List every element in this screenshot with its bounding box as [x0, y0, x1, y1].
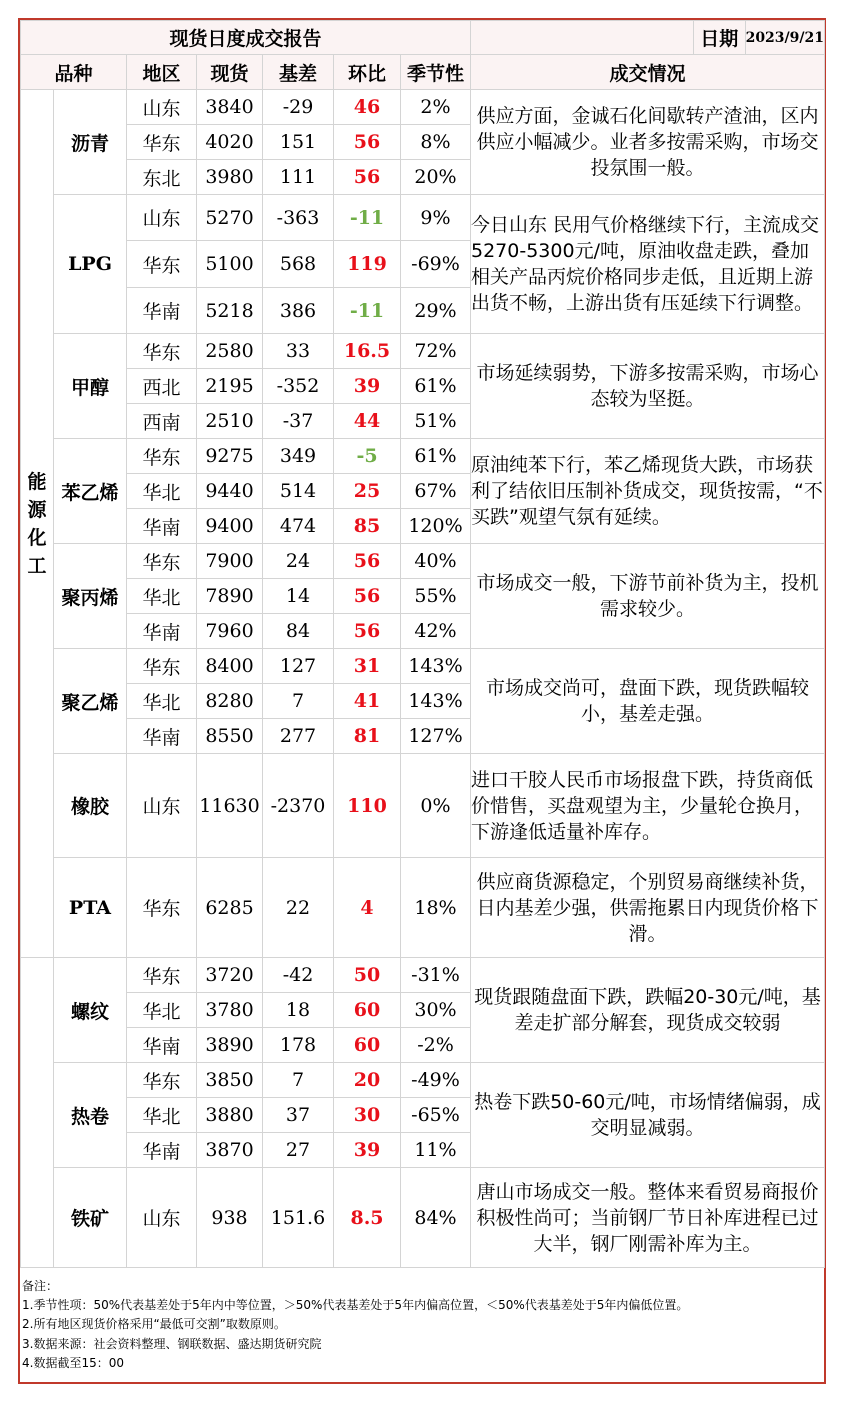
region-cell: 山东 — [127, 90, 197, 125]
change-cell: 110 — [334, 754, 401, 858]
spot-cell: 3850 — [197, 1063, 263, 1098]
basis-cell: 178 — [263, 1028, 334, 1063]
basis-cell: 151.6 — [263, 1168, 334, 1268]
change-cell: 39 — [334, 369, 401, 404]
spot-cell: 3890 — [197, 1028, 263, 1063]
category-cell — [21, 958, 54, 1268]
category-char: 源 — [27, 498, 47, 521]
category-char: 能 — [27, 470, 47, 493]
spot-cell: 2510 — [197, 404, 263, 439]
basis-cell: -42 — [263, 958, 334, 993]
basis-cell: 111 — [263, 160, 334, 195]
table-row — [21, 1063, 825, 1098]
change-cell: 4 — [334, 858, 401, 958]
spot-cell: 6285 — [197, 858, 263, 958]
basis-cell: -2370 — [263, 754, 334, 858]
notes — [22, 1277, 822, 1373]
category-cell — [21, 90, 54, 958]
season-cell: 42% — [401, 614, 471, 649]
basis-cell: 514 — [263, 474, 334, 509]
col-header-spot: 现货 — [197, 55, 263, 90]
product-name: 沥青 — [54, 90, 127, 195]
basis-cell: 27 — [263, 1133, 334, 1168]
col-header-season: 季节性 — [401, 55, 471, 90]
region-cell: 华东 — [127, 544, 197, 579]
change-cell: 46 — [334, 90, 401, 125]
change-cell: 25 — [334, 474, 401, 509]
product-name: 苯乙烯 — [54, 439, 127, 544]
deal-comment: 市场成交一般，下游节前补货为主，投机需求较少。 — [471, 544, 825, 649]
spot-cell: 8400 — [197, 649, 263, 684]
basis-cell: 386 — [263, 288, 334, 334]
spot-cell: 8550 — [197, 719, 263, 754]
basis-cell: -29 — [263, 90, 334, 125]
change-cell: 119 — [334, 241, 401, 288]
change-cell: 60 — [334, 1028, 401, 1063]
region-cell: 华东 — [127, 1063, 197, 1098]
basis-cell: 24 — [263, 544, 334, 579]
product-name: LPG — [54, 195, 127, 334]
report-date: 2023/9/21 — [745, 29, 824, 46]
category-char: 工 — [27, 554, 47, 577]
change-cell: 85 — [334, 509, 401, 544]
deal-comment: 原油纯苯下行，苯乙烯现货大跌，市场获利了结依旧压制补货成交，现货按需，“不买跌”观望气氛有延续。 — [471, 439, 825, 544]
change-cell: 56 — [334, 614, 401, 649]
date-label: 日期 — [694, 21, 746, 54]
spot-cell: 7890 — [197, 579, 263, 614]
deal-comment: 唐山市场成交一般。整体来看贸易商报价积极性尚可；当前钢厂节日补库进程已过大半，钢厂刚需补库为主。 — [471, 1168, 825, 1268]
basis-cell: 568 — [263, 241, 334, 288]
table-row — [21, 1168, 825, 1268]
season-cell: -2% — [401, 1028, 471, 1063]
title-row — [21, 21, 825, 55]
basis-cell: 7 — [263, 684, 334, 719]
col-header-product: 品种 — [21, 55, 127, 90]
region-cell: 华东 — [127, 125, 197, 160]
table-row — [21, 195, 825, 241]
spot-cell: 2580 — [197, 334, 263, 369]
change-cell: 81 — [334, 719, 401, 754]
note-line: 备注： — [22, 1279, 59, 1293]
note-line: 2.所有地区现货价格采用“最低可交割”取数原则。 — [22, 1317, 286, 1332]
deal-comment: 进口干胶人民币市场报盘下跌，持货商低价惜售，买盘观望为主，少量轮仓换月，下游逢低适量补库存。 — [471, 754, 825, 858]
season-cell: 55% — [401, 579, 471, 614]
spot-cell: 5218 — [197, 288, 263, 334]
change-cell: 31 — [334, 649, 401, 684]
note-line: 4.数据截至15：00 — [22, 1355, 124, 1370]
note-line: 1.季节性项：50%代表基差处于5年内中等位置，＞50%代表基差处于5年内偏高位置，＜50%代表基差处于5年内偏低位置。 — [22, 1298, 689, 1313]
product-name: PTA — [54, 858, 127, 958]
change-cell: -11 — [334, 288, 401, 334]
col-header-basis: 基差 — [263, 55, 334, 90]
table-row — [21, 439, 825, 474]
season-cell: 40% — [401, 544, 471, 579]
change-cell: 30 — [334, 1098, 401, 1133]
col-header-change: 环比 — [334, 55, 401, 90]
change-cell: 60 — [334, 993, 401, 1028]
region-cell: 山东 — [127, 195, 197, 241]
basis-cell: 474 — [263, 509, 334, 544]
spot-cell: 4020 — [197, 125, 263, 160]
region-cell: 华南 — [127, 288, 197, 334]
spot-cell: 9400 — [197, 509, 263, 544]
spot-cell: 3840 — [197, 90, 263, 125]
season-cell: 29% — [401, 288, 471, 334]
basis-cell: 22 — [263, 858, 334, 958]
basis-cell: 127 — [263, 649, 334, 684]
season-cell: -69% — [401, 241, 471, 288]
season-cell: 127% — [401, 719, 471, 754]
deal-comment: 市场成交尚可，盘面下跌，现货跌幅较小，基差走强。 — [471, 649, 825, 754]
header-row — [21, 55, 825, 90]
season-cell: 143% — [401, 649, 471, 684]
region-cell: 华东 — [127, 958, 197, 993]
deal-comment: 供应商货源稳定，个别贸易商继续补货，日内基差少强，供需拖累日内现货价格下滑。 — [471, 858, 825, 958]
region-cell: 华北 — [127, 474, 197, 509]
change-cell: 8.5 — [334, 1168, 401, 1268]
region-cell: 山东 — [127, 1168, 197, 1268]
deal-comment: 热卷下跌50-60元/吨，市场情绪偏弱，成交明显减弱。 — [471, 1063, 825, 1168]
spot-cell: 5100 — [197, 241, 263, 288]
change-cell: -11 — [334, 195, 401, 241]
region-cell: 西南 — [127, 404, 197, 439]
season-cell: -65% — [401, 1098, 471, 1133]
change-cell: 56 — [334, 579, 401, 614]
season-cell: 120% — [401, 509, 471, 544]
spot-cell: 3980 — [197, 160, 263, 195]
basis-cell: 84 — [263, 614, 334, 649]
season-cell: 9% — [401, 195, 471, 241]
basis-cell: 349 — [263, 439, 334, 474]
change-cell: 56 — [334, 544, 401, 579]
spot-cell: 3870 — [197, 1133, 263, 1168]
basis-cell: -363 — [263, 195, 334, 241]
region-cell: 华东 — [127, 241, 197, 288]
report-table — [20, 20, 825, 1268]
product-name: 铁矿 — [54, 1168, 127, 1268]
season-cell: 84% — [401, 1168, 471, 1268]
note-line: 3.数据来源：社会资料整理、钢联数据、盛达期货研究院 — [22, 1336, 322, 1351]
spot-cell: 9440 — [197, 474, 263, 509]
region-cell: 华北 — [127, 993, 197, 1028]
change-cell: 41 — [334, 684, 401, 719]
deal-comment: 今日山东 民用气价格继续下行，主流成交5270-5300元/吨，原油收盘走跌，叠加相关产品丙烷价格同步走低，且近期上游出货不畅，上游出货有压延续下行调整。 — [471, 195, 825, 334]
season-cell: 143% — [401, 684, 471, 719]
basis-cell: 37 — [263, 1098, 334, 1133]
region-cell: 华南 — [127, 614, 197, 649]
product-name: 聚乙烯 — [54, 649, 127, 754]
change-cell: 56 — [334, 125, 401, 160]
change-cell: -5 — [334, 439, 401, 474]
deal-comment: 市场延续弱势，下游多按需采购，市场心态较为坚挺。 — [471, 334, 825, 439]
season-cell: -31% — [401, 958, 471, 993]
spot-cell: 7900 — [197, 544, 263, 579]
spot-cell: 7960 — [197, 614, 263, 649]
basis-cell: 14 — [263, 579, 334, 614]
change-cell: 20 — [334, 1063, 401, 1098]
region-cell: 华北 — [127, 684, 197, 719]
report-title: 现货日度成交报告 — [21, 21, 471, 55]
season-cell: 18% — [401, 858, 471, 958]
basis-cell: -352 — [263, 369, 334, 404]
product-name: 聚丙烯 — [54, 544, 127, 649]
region-cell: 山东 — [127, 754, 197, 858]
table-row — [21, 958, 825, 993]
deal-comment: 现货跟随盘面下跌，跌幅20-30元/吨，基差走扩部分解套，现货成交较弱 — [471, 958, 825, 1063]
table-row — [21, 544, 825, 579]
change-cell: 39 — [334, 1133, 401, 1168]
spot-cell: 2195 — [197, 369, 263, 404]
region-cell: 东北 — [127, 160, 197, 195]
product-name: 热卷 — [54, 1063, 127, 1168]
spot-cell: 11630 — [197, 754, 263, 858]
region-cell: 西北 — [127, 369, 197, 404]
basis-cell: 277 — [263, 719, 334, 754]
season-cell: 61% — [401, 439, 471, 474]
spot-cell: 9275 — [197, 439, 263, 474]
col-header-deal: 成交情况 — [471, 55, 825, 90]
deal-comment: 供应方面，金诚石化间歇转产渣油，区内供应小幅减少。业者多按需采购，市场交投氛围一般。 — [471, 90, 825, 195]
season-cell: 61% — [401, 369, 471, 404]
change-cell: 44 — [334, 404, 401, 439]
season-cell: 8% — [401, 125, 471, 160]
region-cell: 华南 — [127, 1028, 197, 1063]
spot-cell: 3780 — [197, 993, 263, 1028]
season-cell: 2% — [401, 90, 471, 125]
spot-cell: 8280 — [197, 684, 263, 719]
region-cell: 华北 — [127, 579, 197, 614]
region-cell: 华东 — [127, 649, 197, 684]
col-header-region: 地区 — [127, 55, 197, 90]
basis-cell: 151 — [263, 125, 334, 160]
category-char: 化 — [27, 526, 47, 549]
product-name: 螺纹 — [54, 958, 127, 1063]
spot-cell: 3880 — [197, 1098, 263, 1133]
season-cell: 72% — [401, 334, 471, 369]
region-cell: 华北 — [127, 1098, 197, 1133]
table-row — [21, 90, 825, 125]
product-name: 橡胶 — [54, 754, 127, 858]
spot-cell: 938 — [197, 1168, 263, 1268]
season-cell: 11% — [401, 1133, 471, 1168]
basis-cell: 18 — [263, 993, 334, 1028]
basis-cell: -37 — [263, 404, 334, 439]
change-cell: 56 — [334, 160, 401, 195]
region-cell: 华南 — [127, 509, 197, 544]
season-cell: 20% — [401, 160, 471, 195]
season-cell: -49% — [401, 1063, 471, 1098]
season-cell: 0% — [401, 754, 471, 858]
basis-cell: 7 — [263, 1063, 334, 1098]
region-cell: 华东 — [127, 334, 197, 369]
spot-cell: 5270 — [197, 195, 263, 241]
region-cell: 华东 — [127, 439, 197, 474]
table-row — [21, 754, 825, 858]
product-name: 甲醇 — [54, 334, 127, 439]
season-cell: 67% — [401, 474, 471, 509]
table-row — [21, 334, 825, 369]
spot-cell: 3720 — [197, 958, 263, 993]
basis-cell: 33 — [263, 334, 334, 369]
change-cell: 16.5 — [334, 334, 401, 369]
region-cell: 华东 — [127, 858, 197, 958]
table-row — [21, 649, 825, 684]
change-cell: 50 — [334, 958, 401, 993]
table-row — [21, 858, 825, 958]
season-cell: 30% — [401, 993, 471, 1028]
season-cell: 51% — [401, 404, 471, 439]
region-cell: 华南 — [127, 1133, 197, 1168]
region-cell: 华南 — [127, 719, 197, 754]
